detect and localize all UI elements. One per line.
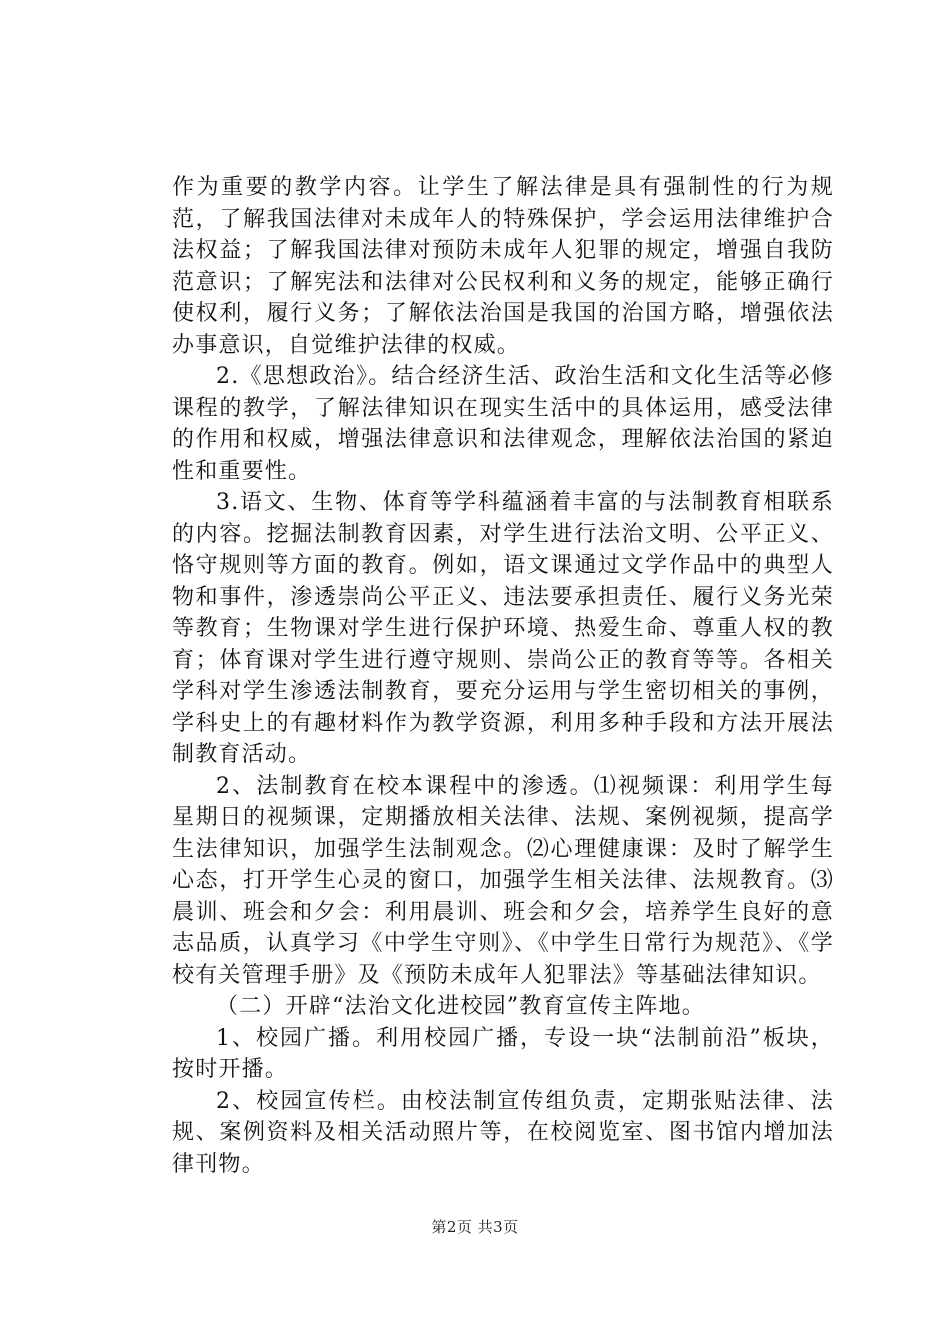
page-number-footer: 第2页 共3页 (431, 1218, 519, 1236)
paragraph-continued: 作为重要的教学内容。让学生了解法律是具有强制性的行为规范，了解我国法律对未成年人的特殊保护，学会运用法律维护合法权益；了解我国法律对预防未成年人犯罪的规定，增强自我防范意识；了解宪法和法律对公民权利和义务的规定，能够正确行使权利，履行义务；了解依法治国是我国的治国方略，增强依法办事意识，自觉维护法律的权威。 (172, 175, 834, 358)
paragraph-bulletin-board: 2、校园宣传栏。由校法制宣传组负责，定期张贴法律、法规、案例资料及相关活动照片等，在校阅览室、图书馆内增加法律刊物。 (172, 1088, 834, 1177)
section-heading-campus: （二）开辟“法治文化进校园”教育宣传主阵地。 (216, 994, 705, 1019)
paragraph-school-curriculum: 2、法制教育在校本课程中的渗透。⑴视频课：利用学生每星期日的视频课，定期播放相关法律、法规、案例视频，提高学生法律知识，加强学生法制观念。⑵心理健康课：及时了解学生心态，打开学生心灵的窗口，加强学生相关法律、法规教育。⑶晨训、班会和夕会：利用晨训、班会和夕会，培养学生良好的意志品质，认真学习《中学生守则》、《中学生日常行为规范》、《学校有关管理手册》及《预防未成年人犯罪法》等基础法律知识。 (172, 773, 834, 988)
document-body (172, 172, 834, 1180)
paragraph-political-course: 2.《思想政治》。结合经济生活、政治生活和文化生活等必修课程的教学，了解法律知识在现实生活中的具体运用，感受法律的作用和权威，增强法律意识和法律观念，理解依法治国的紧迫性和重要性。 (172, 364, 834, 484)
paragraph-other-subjects: 3.语文、生物、体育等学科蕴涵着丰富的与法制教育相联系的内容。挖掘法制教育因素，对学生进行法治文明、公平正义、恪守规则等方面的教育。例如，语文课通过文学作品中的典型人物和事件，渗透崇尚公平正义、违法要承担责任、履行义务光荣等教育；生物课对学生进行保护环境、热爱生命、尊重人权的教育；体育课对学生进行遵守规则、崇尚公正的教育等等。各相关学科对学生渗透法制教育，要充分运用与学生密切相关的事例，学科史上的有趣材料作为教学资源，利用多种手段和方法开展法制教育活动。 (172, 490, 834, 767)
paragraph-campus-broadcast: 1、校园广播。利用校园广播，专设一块“法制前沿”板块，按时开播。 (172, 1025, 834, 1082)
